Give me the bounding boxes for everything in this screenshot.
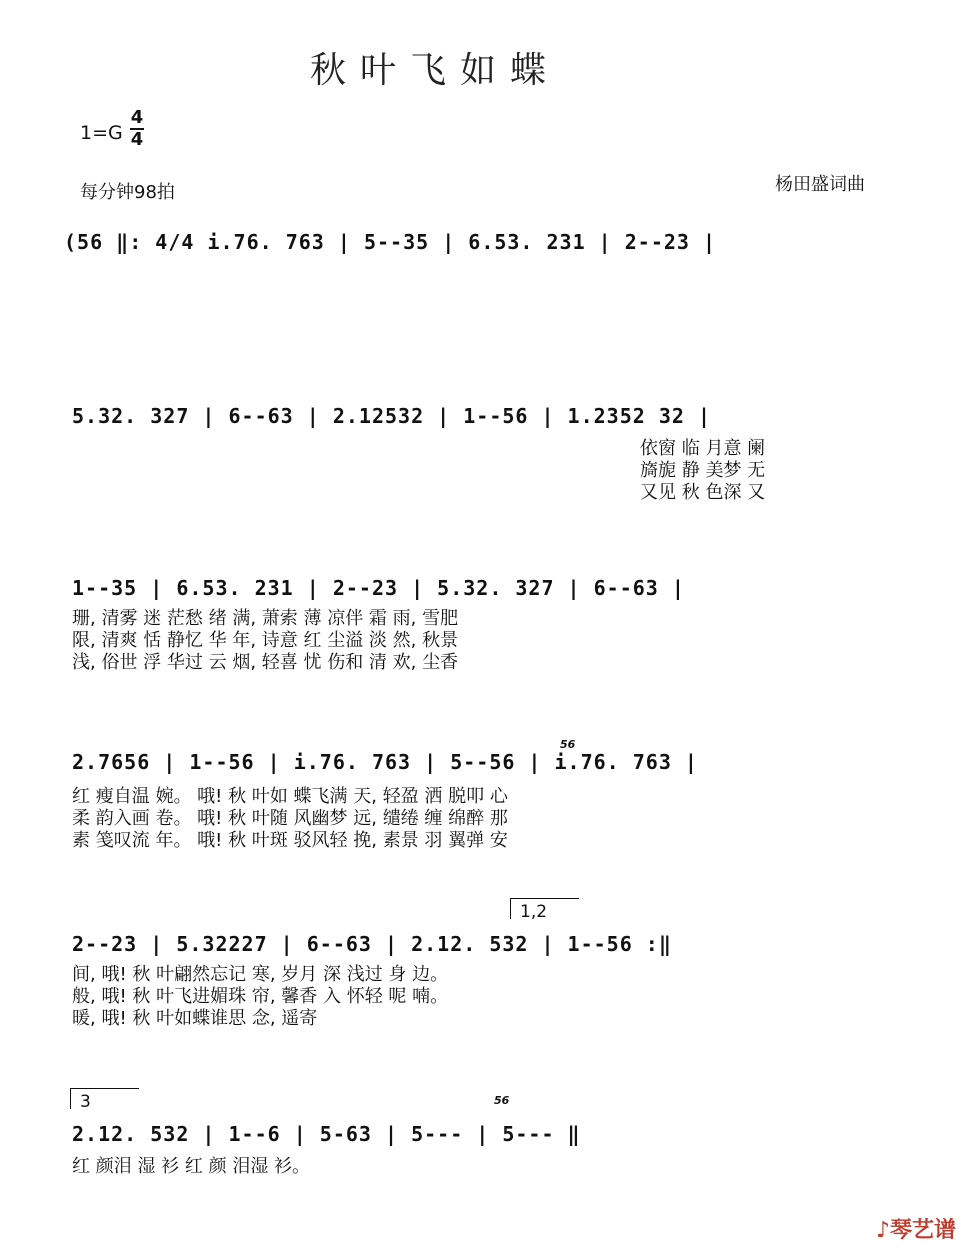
lyrics-row-3-verse-1: 珊, 清雾 迷 茫愁 绪 满, 萧索 薄 凉伴 霜 雨, 雪肥 (72, 608, 459, 629)
lyrics-row-6-verse-1: 红 颜泪 湿 衫 红 颜 泪湿 衫。 (72, 1156, 311, 1177)
lyrics-row-4-verse-2: 柔 韵入画 卷。 哦! 秋 叶随 风幽梦 远, 缱绻 缠 绵醉 那 (72, 808, 508, 829)
lyrics-row-2-verse-2: 旖旎 静 美梦 无 (640, 460, 766, 481)
author-credit: 杨田盛词曲 (775, 174, 865, 195)
grace-note-row-4: 56 (560, 738, 576, 751)
lyrics-row-2-verse-3: 又见 秋 色深 又 (640, 482, 766, 503)
meter-top: 4 (130, 107, 144, 128)
lyrics-row-5-verse-2: 般, 哦! 秋 叶飞进媚珠 帘, 馨香 入 怀轻 呢 喃。 (72, 986, 449, 1007)
score-row-6: 2.12. 532 | 1--6 | 5-63 | 5--- | 5--- ‖ (72, 1122, 581, 1146)
score-row-3: 1--35 | 6.53. 231 | 2--23 | 5.32. 327 | 6--63 | (72, 576, 685, 600)
lyrics-row-3-verse-2: 限, 清爽 恬 静忆 华 年, 诗意 红 尘溢 淡 然, 秋景 (72, 630, 459, 651)
lyrics-row-5-verse-3: 暖, 哦! 秋 叶如蝶谁思 念, 遥寄 (72, 1008, 318, 1029)
key-signature: 1=G (80, 122, 123, 144)
meter-bottom: 4 (130, 129, 144, 150)
score-row-1: (56 ‖: 4/4 i.76. 763 | 5--35 | 6.53. 231 | 2--23 | (64, 230, 717, 254)
score-title: 秋叶飞如蝶 (309, 50, 560, 91)
volta-label-1: 1,2 (520, 902, 548, 922)
lyrics-row-4-verse-1: 红 瘦自温 婉。 哦! 秋 叶如 蝶飞满 天, 轻盈 洒 脱叩 心 (72, 786, 508, 807)
time-signature (130, 108, 144, 150)
lyrics-row-3-verse-3: 浅, 俗世 浮 华过 云 烟, 轻喜 忧 伤和 清 欢, 尘香 (72, 652, 459, 673)
lyrics-row-5-verse-1: 间, 哦! 秋 叶翩然忘记 寒, 岁月 深 浅过 身 边。 (72, 964, 449, 985)
score-row-2: 5.32. 327 | 6--63 | 2.12532 | 1--56 | 1.2352 32 | (72, 404, 712, 428)
watermark-icon: ♪ (875, 1218, 890, 1243)
lyrics-row-4-verse-3: 素 笺叹流 年。 哦! 秋 叶斑 驳风轻 挽, 素景 羽 翼弹 安 (72, 830, 508, 851)
watermark-text: 琴艺谱 (889, 1218, 956, 1243)
volta-label-3: 3 (80, 1092, 91, 1112)
watermark-logo (876, 1213, 956, 1244)
score-row-5: 2--23 | 5.32227 | 6--63 | 2.12. 532 | 1--56 :‖ (72, 932, 672, 956)
tempo-marking: 每分钟98拍 (80, 182, 175, 203)
grace-note-row-6: 56 (494, 1094, 510, 1107)
score-row-4: 2.7656 | 1--56 | i.76. 763 | 5--56 | i.76. 763 | (72, 750, 698, 774)
lyrics-row-2-verse-1: 依窗 临 月意 阑 (640, 438, 766, 459)
